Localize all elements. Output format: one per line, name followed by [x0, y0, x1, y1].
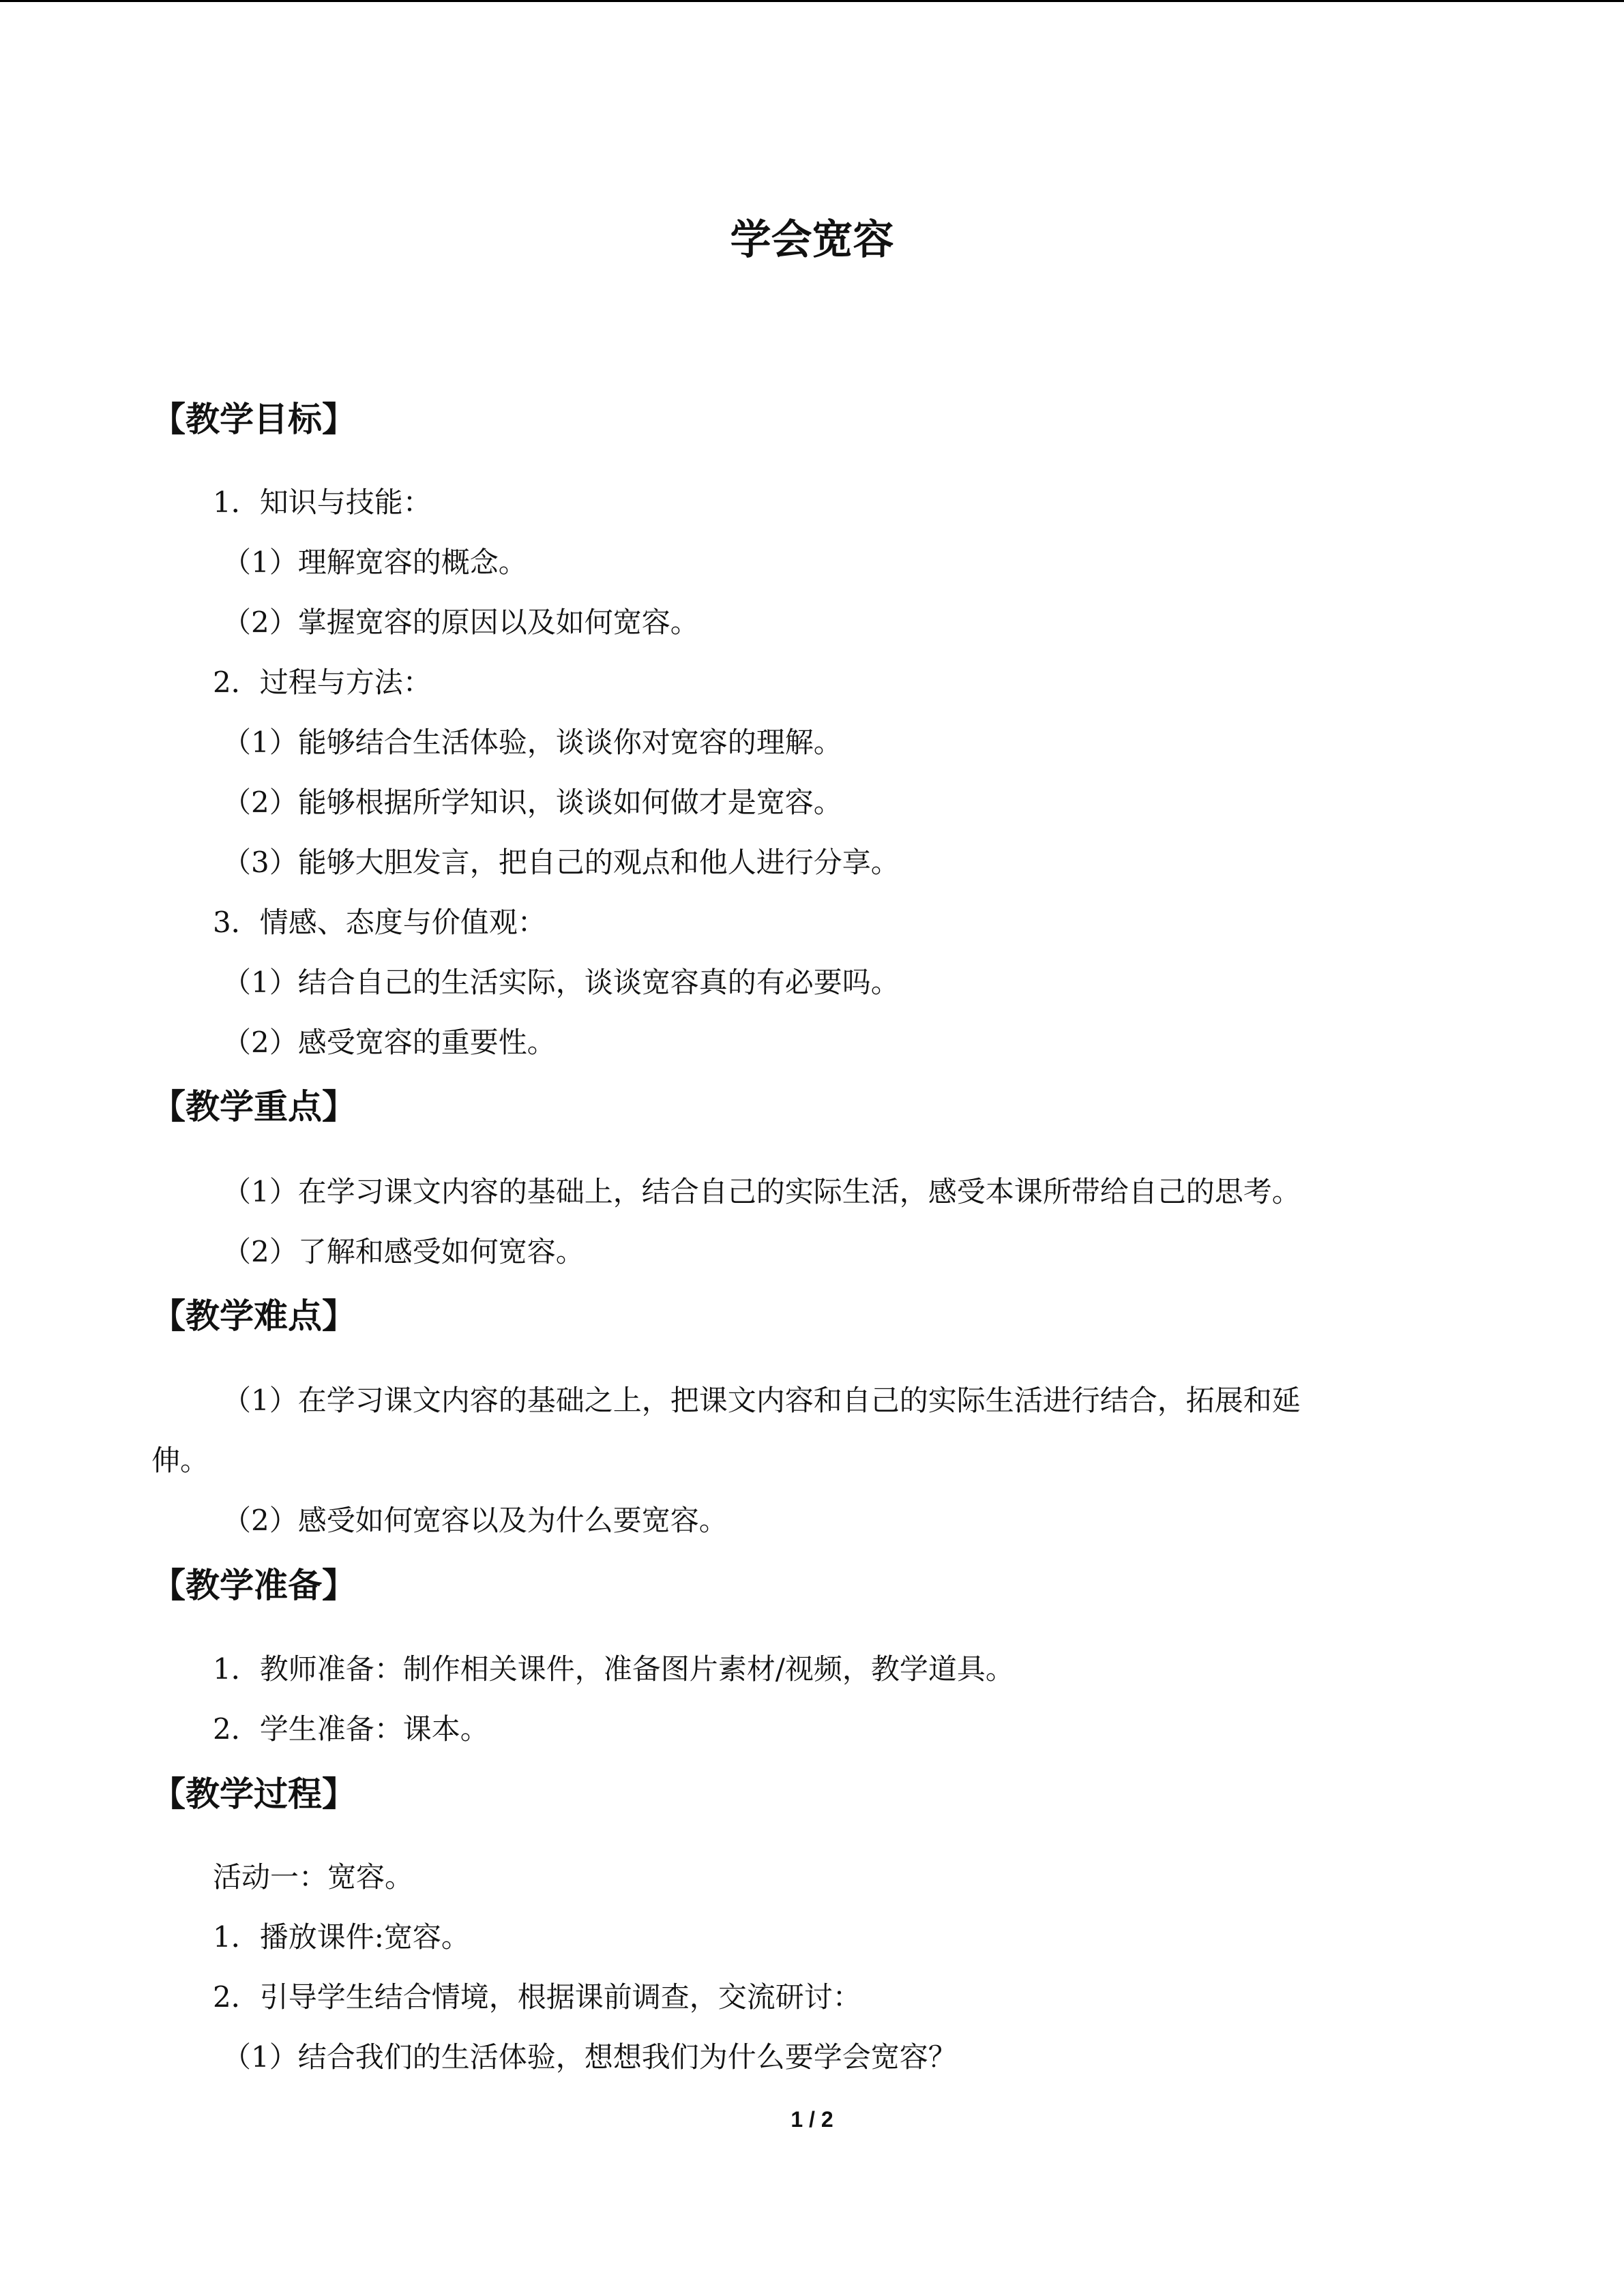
difficulty-line: （1）在学习课文内容的基础之上，把课文内容和自己的实际生活进行结合，拓展和延 [222, 1384, 1301, 1417]
difficulty-line-continued: 伸。 [151, 1444, 209, 1477]
objective-line: （2）感受宽容的重要性。 [222, 1026, 556, 1059]
key-point-line: （1）在学习课文内容的基础上，结合自己的实际生活，感受本课所带给自己的思考。 [222, 1175, 1301, 1208]
top-border [0, 0, 1624, 2]
objective-line: （1）结合自己的生活实际，谈谈宽容真的有必要吗。 [222, 966, 900, 999]
difficulty-line: （2）感受如何宽容以及为什么要宽容。 [222, 1504, 728, 1537]
objective-line: 1．知识与技能： [213, 486, 432, 519]
preparation-line: 2．学生准备：课本。 [213, 1712, 489, 1746]
objective-line: 2．过程与方法： [213, 666, 432, 699]
objective-line: （1）理解宽容的概念。 [222, 546, 527, 579]
process-line: 1．播放课件:宽容。 [213, 1920, 470, 1954]
objective-line: （2）能够根据所学知识，谈谈如何做才是宽容。 [222, 786, 842, 819]
process-line: 活动一：宽容。 [213, 1860, 414, 1894]
objective-line: （2）掌握宽容的原因以及如何宽容。 [222, 606, 699, 639]
preparation-line: 1．教师准备：制作相关课件，准备图片素材/视频，教学道具。 [213, 1652, 1014, 1686]
document-title: 学会宽容 [730, 216, 894, 264]
objective-line: 3．情感、态度与价值观： [213, 906, 546, 939]
key-point-line: （2）了解和感受如何宽容。 [222, 1235, 585, 1268]
section-heading-difficulties: 【教学难点】 [151, 1296, 356, 1336]
page-number: 1 / 2 [791, 2107, 833, 2132]
process-line: （1）结合我们的生活体验，想想我们为什么要学会宽容？ [222, 2040, 957, 2074]
objective-line: （1）能够结合生活体验，谈谈你对宽容的理解。 [222, 726, 842, 759]
section-heading-preparation: 【教学准备】 [151, 1565, 356, 1605]
section-heading-process: 【教学过程】 [151, 1774, 356, 1814]
section-heading-key-points: 【教学重点】 [151, 1086, 356, 1127]
section-heading-objectives: 【教学目标】 [151, 399, 356, 439]
objective-line: （3）能够大胆发言，把自己的观点和他人进行分享。 [222, 846, 900, 879]
process-line: 2．引导学生结合情境，根据课前调查，交流研讨： [213, 1980, 861, 2014]
